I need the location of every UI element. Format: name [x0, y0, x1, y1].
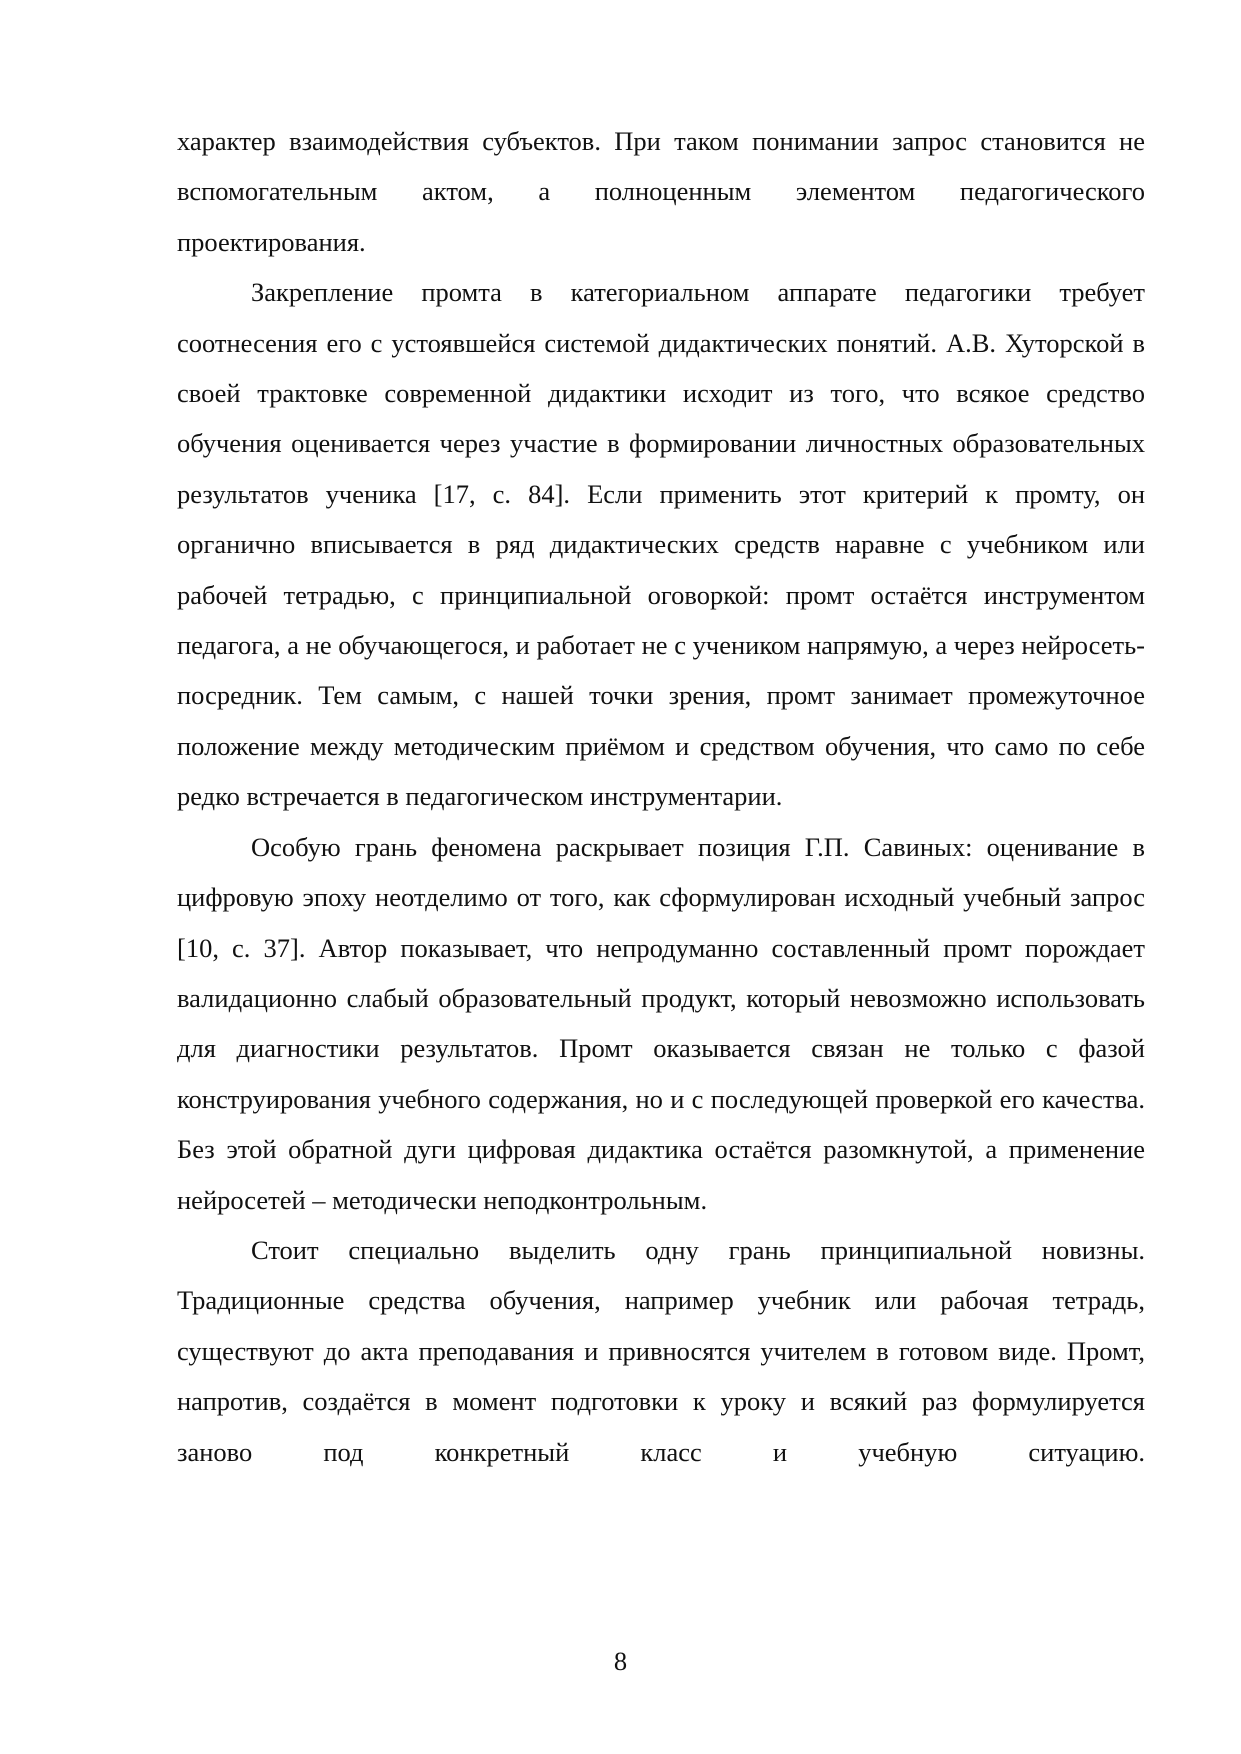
document-body: [177, 116, 1145, 1477]
paragraph-1: характер взаимодействия субъектов. При таком понимании запрос становится не вспомогательным актом, а полноценным элементом педагогического проектирования.: [177, 126, 1145, 257]
page-number: 8: [613, 1646, 628, 1676]
paragraph-3: Особую грань феномена раскрывает позиция Г.П. Савиных: оценивание в цифровую эпоху неотделимо от того, как сформулирован исходный учебный запрос [10, с. 37]. Автор показывает, что непродуманно составленный промт порождает валидационно слабый образовательный продукт, который невозможно использовать для диагностики результатов. Промт оказывается связан не только с фазой конструирования учебного содержания, но и с последующей проверкой его качества. Без этой обратной дуги цифровая дидактика остаётся разомкнутой, а применение нейросетей – методически неподконтрольным.: [177, 831, 1145, 1215]
paragraph-2: Закрепление промта в категориальном аппарате педагогики требует соотнесения его с устоявшейся системой дидактических понятий. А.В. Хуторской в своей трактовке современной дидактики исходит из того, что всякое средство обучения оценивается через участие в формировании личностных образовательных результатов ученика [17, с. 84]. Если применить этот критерий к промту, он органично вписывается в ряд дидактических средств наравне с учебником или рабочей тетрадью, с принципиальной оговоркой: промт остаётся инструментом педагога, а не обучающегося, и работает не с учеником напрямую, а через нейросеть-посредник. Тем самым, с нашей точки зрения, промт занимает промежуточное положение между методическим приёмом и средством обучения, что само по себе редко встречается в педагогическом инструментарии.: [177, 277, 1145, 812]
paragraph-4: Стоит специально выделить одну грань принципиальной новизны. Традиционные средства обучения, например учебник или рабочая тетрадь, существуют до акта преподавания и привносятся учителем в готовом виде. Промт, напротив, создаётся в момент подготовки к уроку и всякий раз формулируется заново под конкретный класс и учебную ситуацию.: [177, 1234, 1145, 1467]
